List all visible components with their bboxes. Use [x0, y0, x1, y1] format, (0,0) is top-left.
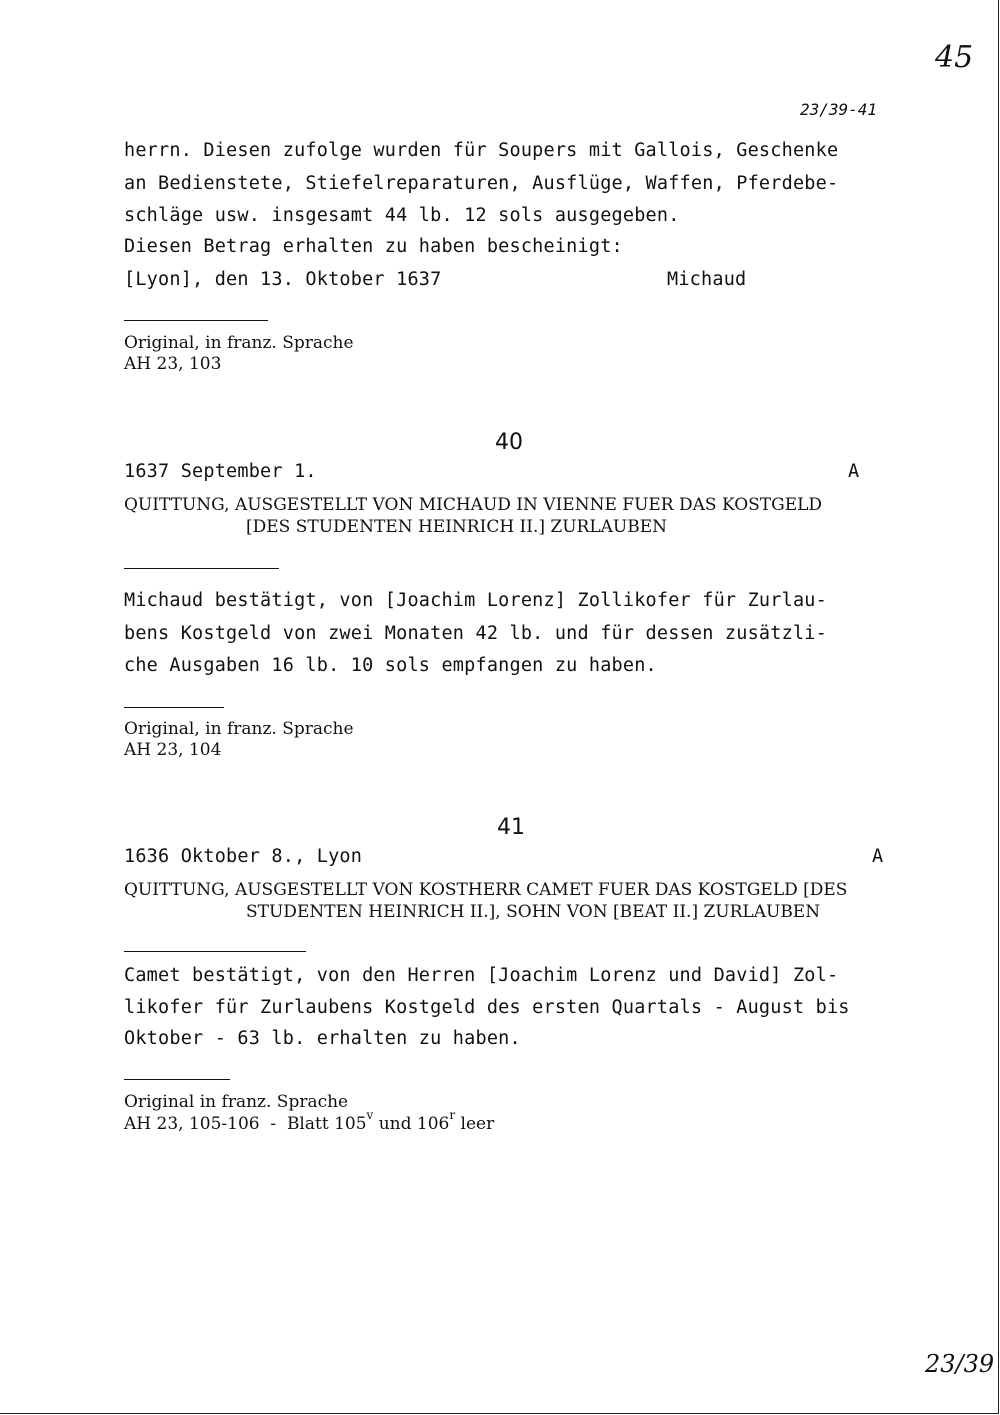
entry-date: 1637 September 1. [124, 461, 317, 482]
continuation-line-3: schläge usw. insgesamt 44 lb. 12 sols ausgegeben. [124, 205, 680, 226]
entry-code: A [872, 846, 884, 867]
continuation-line-1: herrn. Diesen zufolge wurden für Soupers mit Gallois, Geschenke [124, 140, 839, 161]
source-note-line-2: AH 23, 104 [124, 740, 222, 760]
title-divider [124, 951, 306, 952]
entry-body-line-1: Camet bestätigt, von den Herren [Joachim Lorenz und David] Zol- [124, 965, 839, 986]
continuation-line-2: an Bedienstete, Stiefelreparaturen, Ausflüge, Waffen, Pferdebe- [124, 173, 839, 194]
entry-body-line-2: likofer für Zurlaubens Kostgeld des ersten Quartals - August bis [124, 997, 850, 1018]
entry-title-line-1: QUITTUNG, AUSGESTELLT VON KOSTHERR CAMET FUER DAS KOSTGELD [DES [124, 880, 848, 900]
place-date: [Lyon], den 13. Oktober 1637 [124, 269, 442, 290]
source-note-text: AH 23, 105-106 - Blatt 105 [124, 1114, 367, 1134]
signature: Michaud [667, 269, 747, 290]
entry-body-line-2: bens Kostgeld von zwei Monaten 42 lb. und für dessen zusätzli- [124, 623, 827, 644]
source-note-text: leer [455, 1114, 495, 1134]
source-note-line-1: Original, in franz. Sprache [124, 719, 354, 739]
source-note-text: und 106 [373, 1114, 450, 1134]
entry-title-line-1: QUITTUNG, AUSGESTELLT VON MICHAUD IN VIENNE FUER DAS KOSTGELD [124, 495, 823, 515]
handwritten-page-number: 45 [935, 40, 974, 75]
note-divider [124, 320, 268, 321]
source-note-line-2 [124, 1108, 495, 1134]
source-note-line-1: Original, in franz. Sprache [124, 333, 354, 353]
entry-date: 1636 Oktober 8., Lyon [124, 846, 363, 867]
entry-title-line-2: STUDENTEN HEINRICH II.], SOHN VON [BEAT II.] ZURLAUBEN [246, 902, 821, 922]
recto-superscript: r [449, 1108, 456, 1122]
verso-superscript: v [366, 1108, 374, 1122]
entry-title-line-2: [DES STUDENTEN HEINRICH II.] ZURLAUBEN [246, 517, 668, 537]
entry-body-line-3: Oktober - 63 lb. erhalten zu haben. [124, 1028, 521, 1049]
continuation-line-4: Diesen Betrag erhalten zu haben bescheinigt: [124, 236, 623, 257]
source-note-line-2: AH 23, 103 [124, 354, 222, 374]
reference-number: 23/39-41 [800, 100, 878, 119]
entry-code: A [848, 461, 860, 482]
entry-body-line-3: che Ausgaben 16 lb. 10 sols empfangen zu haben. [124, 655, 657, 676]
entry-body-line-1: Michaud bestätigt, von [Joachim Lorenz] Zollikofer für Zurlau- [124, 590, 827, 611]
entry-number: 40 [495, 430, 523, 455]
handwritten-archive-mark: 23/39 [925, 1350, 995, 1378]
title-divider [124, 568, 279, 569]
entry-number: 41 [497, 815, 525, 840]
note-divider [124, 1079, 230, 1080]
source-note-line-1: Original in franz. Sprache [124, 1092, 349, 1112]
note-divider [124, 707, 224, 708]
